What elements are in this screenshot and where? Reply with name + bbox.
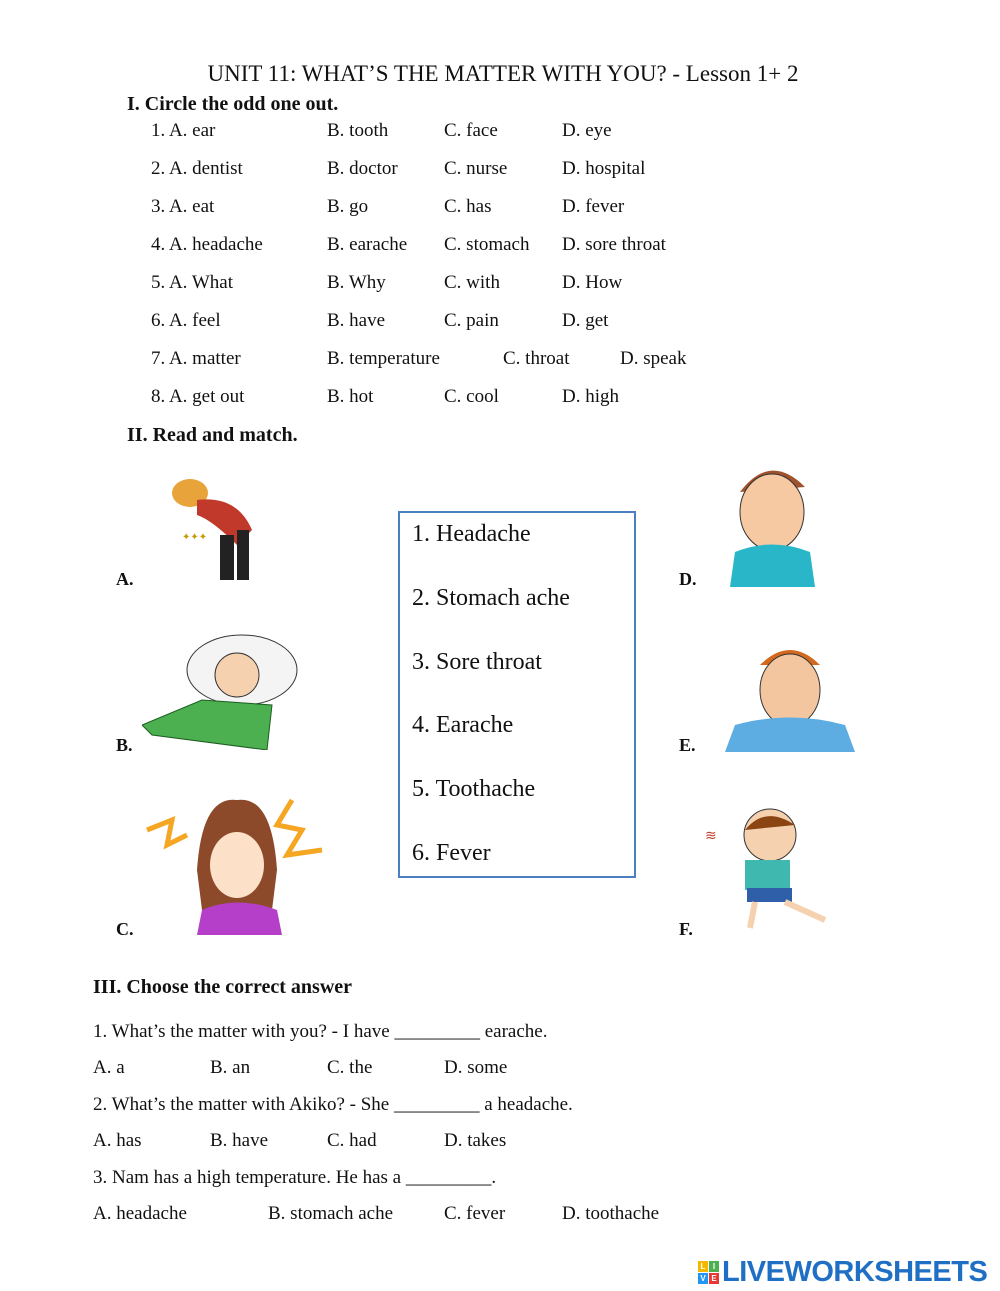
option-b: B. tooth: [327, 120, 389, 141]
option-d: D. get: [562, 310, 609, 331]
question-text: 1. What’s the matter with you? - I have _________ earache.: [93, 1021, 548, 1042]
stomach-ache-man-picture: [142, 475, 307, 587]
man-headache-picture: [720, 635, 862, 752]
section2-heading: II. Read and match.: [127, 424, 298, 446]
svg-text:✦✦✦: ✦✦✦: [182, 532, 208, 543]
option-c: C. pain: [444, 310, 499, 331]
option-c: C. nurse: [444, 158, 508, 179]
svg-text:≋: ≋: [705, 829, 717, 844]
option-d: D. eye: [562, 120, 612, 141]
option-a: 4. A. headache: [151, 234, 263, 255]
option-c: C. cool: [444, 386, 499, 407]
option-c: C. throat: [503, 348, 570, 369]
logo-text: LIVEWORKSHEETS: [722, 1256, 988, 1288]
option-d: D. hospital: [562, 158, 646, 179]
option-d: D. speak: [620, 348, 687, 369]
option-b: B. doctor: [327, 158, 398, 179]
match-item: 4. Earache: [412, 712, 514, 739]
picture-label-d: D.: [679, 569, 697, 589]
option-a: 2. A. dentist: [151, 158, 243, 179]
picture-label-e: E.: [679, 735, 696, 755]
option-a: 6. A. feel: [151, 310, 221, 331]
answer-option-c: C. the: [327, 1057, 373, 1078]
match-word-box: [398, 511, 636, 878]
logo-badge-icon: L I V E: [698, 1261, 719, 1284]
section1-heading: I. Circle the odd one out.: [127, 93, 339, 115]
option-b: B. hot: [327, 386, 374, 407]
section3-heading: III. Choose the correct answer: [93, 976, 353, 998]
option-a: 1. A. ear: [151, 120, 216, 141]
answer-option-d: D. toothache: [562, 1203, 660, 1224]
liveworksheets-logo: [698, 1256, 987, 1289]
match-item: 1. Headache: [412, 521, 531, 547]
option-b: B. go: [327, 196, 369, 217]
page-title: UNIT 11: WHAT’S THE MATTER WITH YOU? - Lesson 1+ 2: [207, 61, 799, 86]
sick-boy-in-bed-picture: [142, 625, 302, 750]
option-d: D. high: [562, 386, 619, 407]
option-d: D. fever: [562, 196, 625, 217]
option-a: 3. A. eat: [151, 196, 215, 217]
option-d: D. How: [562, 272, 623, 293]
option-b: B. Why: [327, 272, 386, 293]
option-b: B. earache: [327, 234, 408, 255]
picture-label-b: B.: [116, 735, 133, 755]
option-c: C. with: [444, 272, 500, 293]
match-item: 6. Fever: [412, 840, 491, 866]
question-text: 3. Nam has a high temperature. He has a _________.: [93, 1167, 497, 1188]
option-c: C. face: [444, 120, 498, 141]
match-item: 5. Toothache: [412, 776, 536, 803]
match-item: 2. Stomach ache: [412, 584, 570, 611]
option-a: 7. A. matter: [151, 348, 241, 369]
option-c: C. stomach: [444, 234, 530, 255]
answer-option-d: D. takes: [444, 1130, 507, 1151]
answer-option-a: A. a: [93, 1057, 125, 1078]
answer-option-d: D. some: [444, 1057, 508, 1078]
girl-headache-picture: [142, 790, 332, 935]
answer-option-b: B. have: [210, 1130, 269, 1151]
boy-earache-picture: [705, 800, 867, 937]
answer-option-c: C. had: [327, 1130, 377, 1151]
answer-option-a: A. has: [93, 1130, 142, 1151]
picture-label-c: C.: [116, 919, 134, 939]
answer-option-c: C. fever: [444, 1203, 506, 1224]
picture-label-a: A.: [116, 569, 134, 589]
option-a: 8. A. get out: [151, 386, 245, 407]
option-c: C. has: [444, 196, 492, 217]
answer-option-b: B. an: [210, 1057, 251, 1078]
boy-toothache-picture: [700, 452, 845, 587]
option-b: B. temperature: [327, 348, 440, 369]
picture-label-f: F.: [679, 919, 693, 939]
answer-option-a: A. headache: [93, 1203, 187, 1224]
option-a: 5. A. What: [151, 272, 233, 293]
question-text: 2. What’s the matter with Akiko? - She _________ a headache.: [93, 1094, 573, 1115]
answer-option-b: B. stomach ache: [268, 1203, 394, 1224]
option-b: B. have: [327, 310, 386, 331]
match-item: 3. Sore throat: [412, 648, 542, 675]
option-d: D. sore throat: [562, 234, 666, 255]
